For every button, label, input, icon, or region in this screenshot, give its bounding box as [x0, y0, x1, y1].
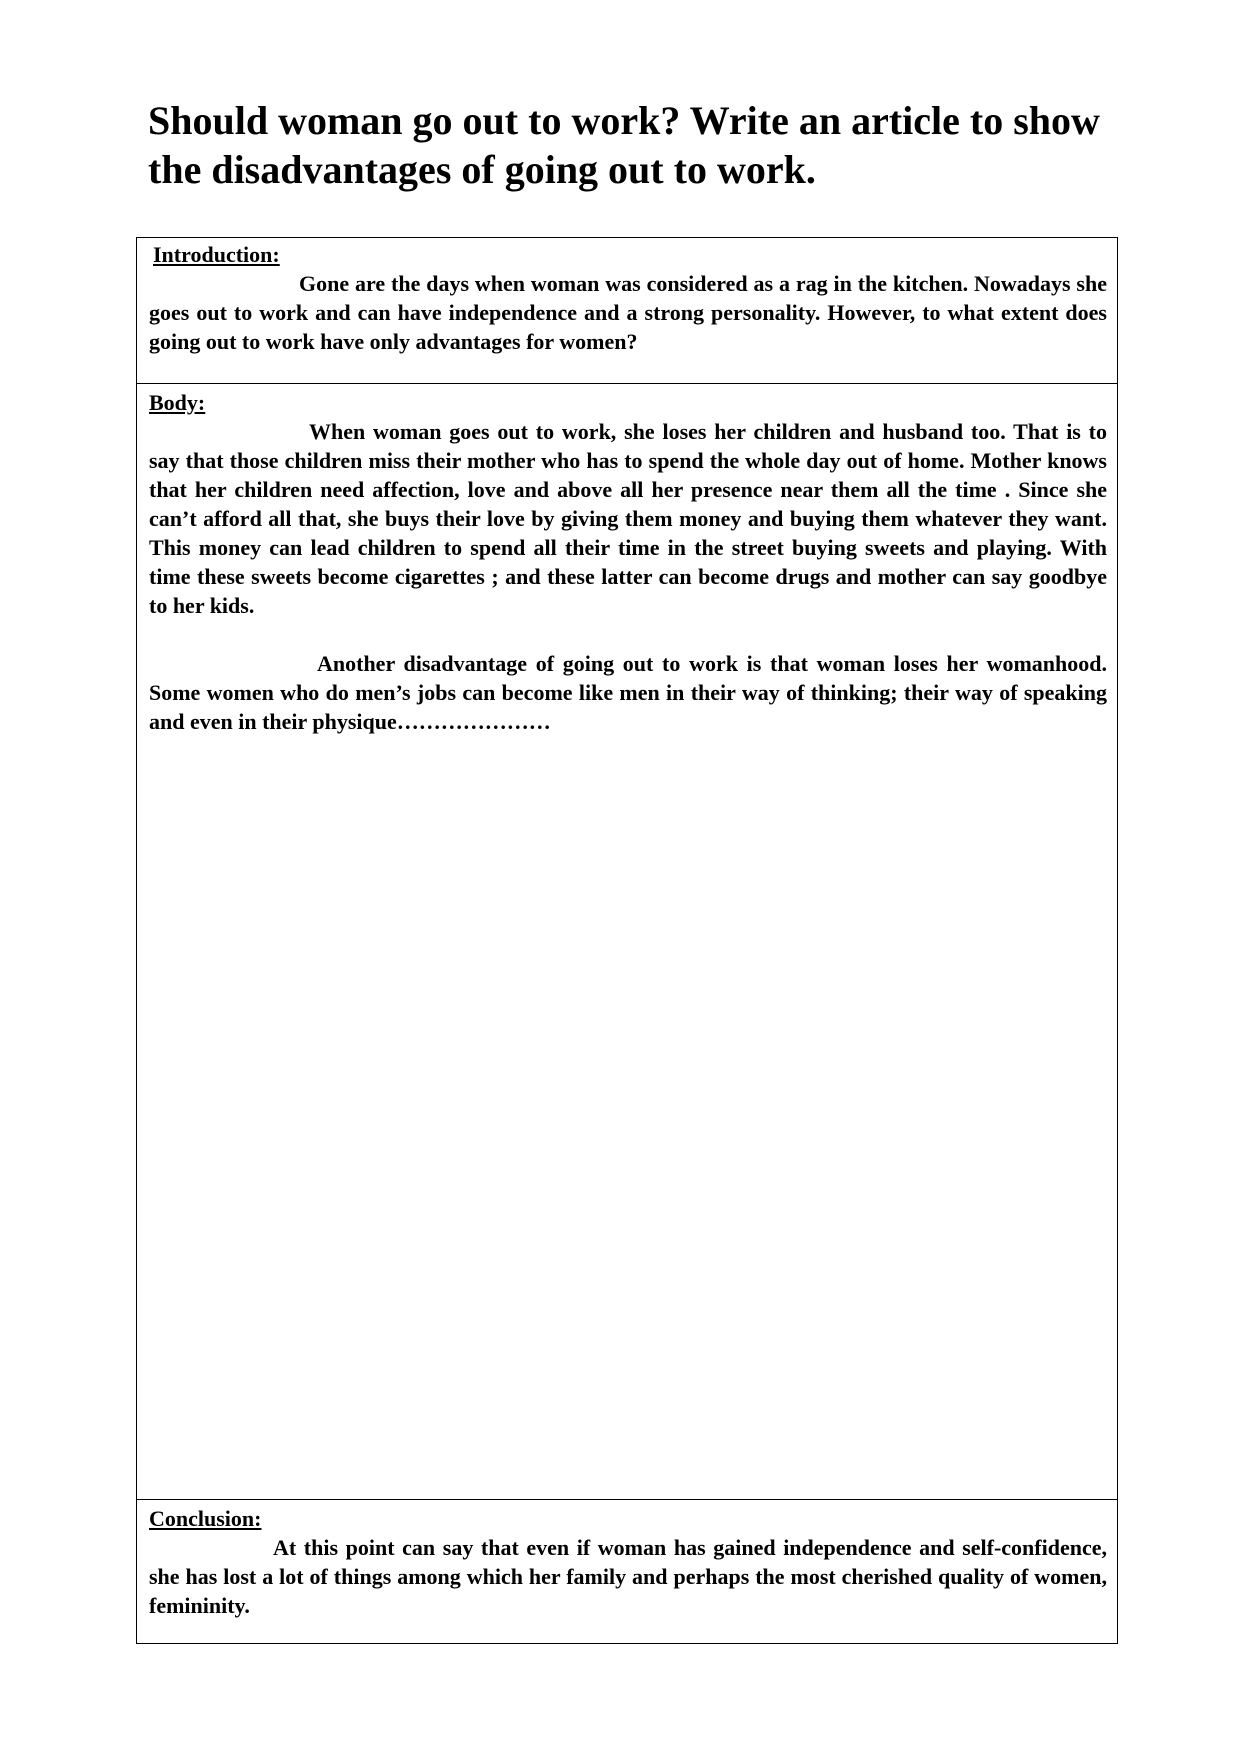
- conclusion-label: Conclusion:: [149, 1506, 262, 1531]
- conclusion-text: At this point can say that even if woman has gained independence and self-confidence, she has lost a lot of things among which her family and perhaps the most cherished quality of women, femininity.: [149, 1535, 1107, 1618]
- page-title: Should woman go out to work? Write an article to show the disadvantages of going out to work.: [148, 98, 1100, 192]
- body-section: [137, 383, 1117, 1499]
- body-paragraph-1: When woman goes out to work, she loses her children and husband too. That is to say that those children miss their mother who has to spend the whole day out of home. Mother knows that her children need affection, love and above all her presence near them all the time . Since she can’t afford all that, she buys their love by giving them money and buying them whatever they want. This money can lead children to spend all their time in the street buying sweets and playing. With time these sweets become cigarettes ; and these latter can become drugs and mother can say goodbye to her kids.: [149, 419, 1107, 618]
- introduction-section: [137, 238, 1117, 383]
- introduction-label: Introduction:: [153, 242, 280, 267]
- introduction-text: Gone are the days when woman was considered as a rag in the kitchen. Nowadays she goes out to work and can have independence and a strong personality. However, to what extent does going out to work have only advantages for women?: [149, 271, 1107, 354]
- body-paragraph-2: Another disadvantage of going out to work is that woman loses her womanhood. Some women who do men’s jobs can become like men in their way of thinking; their way of speaking and even in their physique…………………: [149, 651, 1107, 734]
- body-label: Body:: [149, 390, 206, 415]
- conclusion-section: [137, 1499, 1117, 1643]
- essay-table: [136, 237, 1118, 1644]
